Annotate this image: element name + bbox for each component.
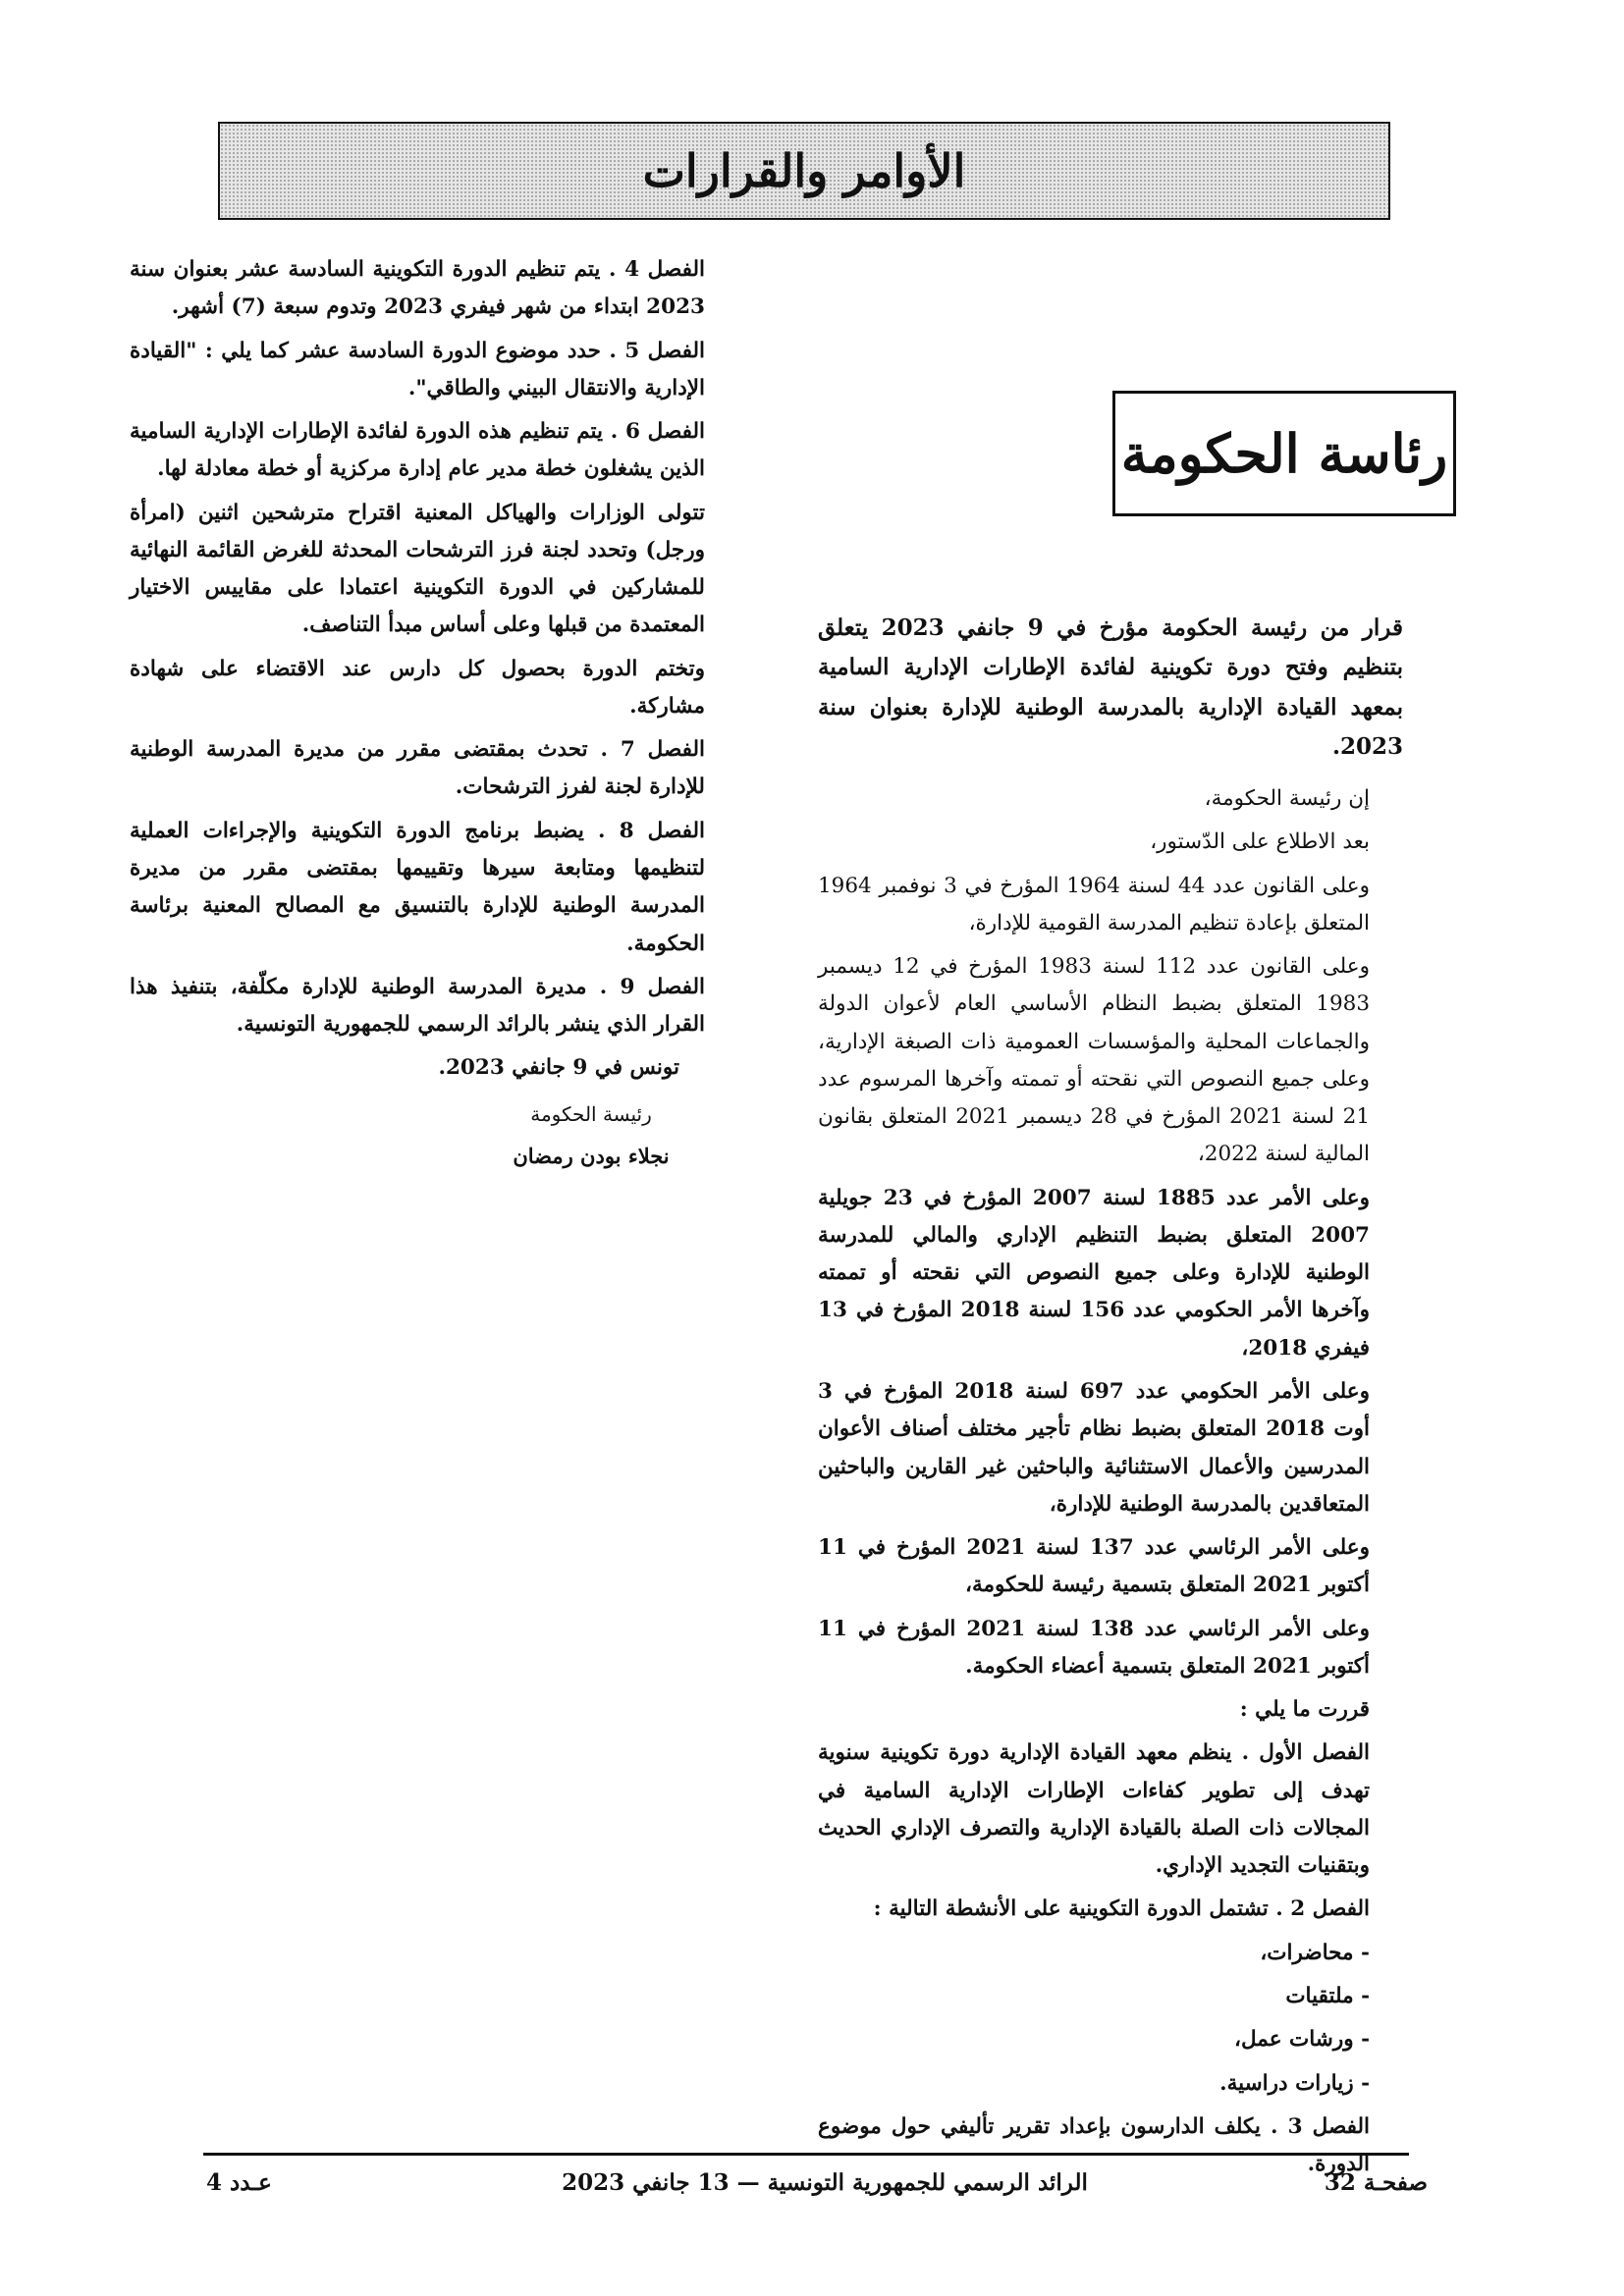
article-4: الفصل 4 . يتم تنظيم الدورة التكوينية السادسة عشر بعنوان سنة 2023 ابتداء من شهر فيفري 2023 وتدوم سبعة (7) أشهر.: [130, 257, 705, 320]
activity-item: - محاضرات،: [1260, 1940, 1370, 1965]
decree-title: قرار من رئيسة الحكومة مؤرخ في 9 جانفي 2023 يتعلق بتنظيم وفتح دورة تكوينية لفائدة الإطارات الإدارية السامية بمعهد القيادة الإدارية بالمدرسة الوطنية للإدارة بعنوان سنة 2023.: [818, 614, 1403, 760]
article-3: الفصل 3 . يكلف الدارسون بإعداد تقرير تأليفي حول موضوع الدورة.: [818, 2113, 1370, 2177]
decides-line: قررت ما يلي :: [1239, 1697, 1370, 1723]
article-6-paragraph-2: تتولى الوزارات والهياكل المعنية اقتراح مترشحين اثنين (امرأة ورجل) وتحدد لجنة فرز الترشحات المحدثة للغرض القائمة النهائية للمشاركين في الدورة التكوينية اعتمادا على مقاييس الاختيار المعتمدة من قبلها وعلى أساس مبدأ التناصف.: [130, 500, 705, 638]
article-7: الفصل 7 . تحدث بمقتضى مقرر من مديرة المدرسة الوطنية للإدارة لجنة لفرز الترشحات.: [130, 737, 705, 800]
decree-opening: إن رئيسة الحكومة،: [1204, 786, 1370, 811]
article-1: الفصل الأول . ينظم معهد القيادة الإدارية دورة تكوينية سنوية تهدف إلى تطوير كفاءات الإطارات الإدارية السامية في المجالات ذات الصلة بالقيادة الإدارية والتصرف الإداري الحديث وبتقنيات التجديد الإداري.: [818, 1740, 1370, 1879]
section-banner: [218, 122, 1390, 220]
right-column: [818, 609, 1403, 2189]
ministry-box: [1112, 391, 1456, 516]
closing-date: تونس في 9 جانفي 2023.: [438, 1055, 679, 1081]
signatory-name: نجلاء بودن رمضان: [513, 1144, 670, 1169]
visa-law-1964: وعلى القانون عدد 44 لسنة 1964 المؤرخ في 3 نوفمبر 1964 المتعلق بإعادة تنظيم المدرسة القومية للإدارة،: [818, 873, 1371, 935]
page-number: صفحـة 32: [1324, 2169, 1428, 2196]
activity-item: - ملتقيات: [1285, 1983, 1370, 2008]
visa-law-1983: وعلى القانون عدد 112 لسنة 1983 المؤرخ في 12 ديسمبر 1983 المتعلق بضبط النظام الأساسي العام لأعوان الدولة والجماعات المحلية والمؤسسات العمومية ذات الصبغة الإدارية، وعلى جميع النصوص التي نقحته أو تممته وآخرها المرسوم عدد 21 لسنة 2021 المؤرخ في 28 ديسمبر 2021 المتعلق بقانون المالية لسنة 2022،: [818, 954, 1371, 1167]
visa-decree-138: وعلى الأمر الرئاسي عدد 138 لسنة 2021 المؤرخ في 11 أكتوبر 2021 المتعلق بتسمية أعضاء الحكومة.: [818, 1616, 1370, 1679]
visa-decree-2018: وعلى الأمر الحكومي عدد 697 لسنة 2018 المؤرخ في 3 أوت 2018 المتعلق بضبط نظام تأجير مختلف أصناف الأعوان المدرسين والأعمال الاستثنائية والباحثين غير القارين والباحثين المتعاقدين بالمدرسة الوطنية للإدارة،: [818, 1378, 1370, 1517]
banner-title: الأوامر والقرارات: [642, 144, 966, 197]
article-6: الفصل 6 . يتم تنظيم هذه الدورة لفائدة الإطارات الإدارية السامية الذين يشغلون خطة مدير عام إدارة مركزية أو خطة معادلة لها.: [130, 419, 705, 482]
visa-decree-137: وعلى الأمر الرئاسي عدد 137 لسنة 2021 المؤرخ في 11 أكتوبر 2021 المتعلق بتسمية رئيسة للحكومة،: [818, 1535, 1370, 1598]
activity-item: - زيارات دراسية.: [1219, 2070, 1370, 2096]
activity-item: - ورشات عمل،: [1234, 2027, 1370, 2053]
article-9: الفصل 9 . مديرة المدرسة الوطنية للإدارة مكلّفة، بتنفيذ هذا القرار الذي ينشر بالرائد الرسمي للجمهورية التونسية.: [130, 974, 705, 1038]
article-2: الفصل 2 . تشتمل الدورة التكوينية على الأنشطة التالية :: [873, 1896, 1370, 1922]
journal-title-date: الرائد الرسمي للجمهورية التونسية — 13 جانفي 2023: [562, 2169, 1088, 2196]
footer-divider: [203, 2153, 1409, 2156]
visa-constitution: بعد الاطلاع على الدّستور،: [1150, 829, 1370, 855]
visa-decree-2007: وعلى الأمر عدد 1885 لسنة 2007 المؤرخ في 23 جويلية 2007 المتعلق بضبط التنظيم الإداري والمالي للمدرسة الوطنية للإدارة وعلى جميع النصوص التي نقحته أو تممته وآخرها الأمر الحكومي عدد 156 لسنة 2018 المؤرخ في 13 فيفري 2018،: [818, 1185, 1370, 1361]
left-column: [130, 251, 738, 1181]
article-6-paragraph-3: وتختم الدورة بحصول كل دارس عند الاقتضاء على شهادة مشاركة.: [130, 656, 705, 719]
ministry-title: رئاسة الحكومة: [1120, 422, 1448, 485]
issue-number: عـدد 4: [206, 2169, 272, 2196]
article-8: الفصل 8 . يضبط برنامج الدورة التكوينية والإجراءات العملية لتنظيمها ومتابعة سيرها وتقييمها بمقتضى مقرر من مديرة المدرسة الوطنية للإدارة بالتنسيق مع المصالح المعنية برئاسة الحكومة.: [130, 818, 706, 956]
signatory-title: رئيسة الحكومة: [530, 1101, 652, 1126]
article-5: الفصل 5 . حدد موضوع الدورة السادسة عشر كما يلي : "القيادة الإدارية والانتقال البيني والطاقي".: [130, 338, 706, 400]
